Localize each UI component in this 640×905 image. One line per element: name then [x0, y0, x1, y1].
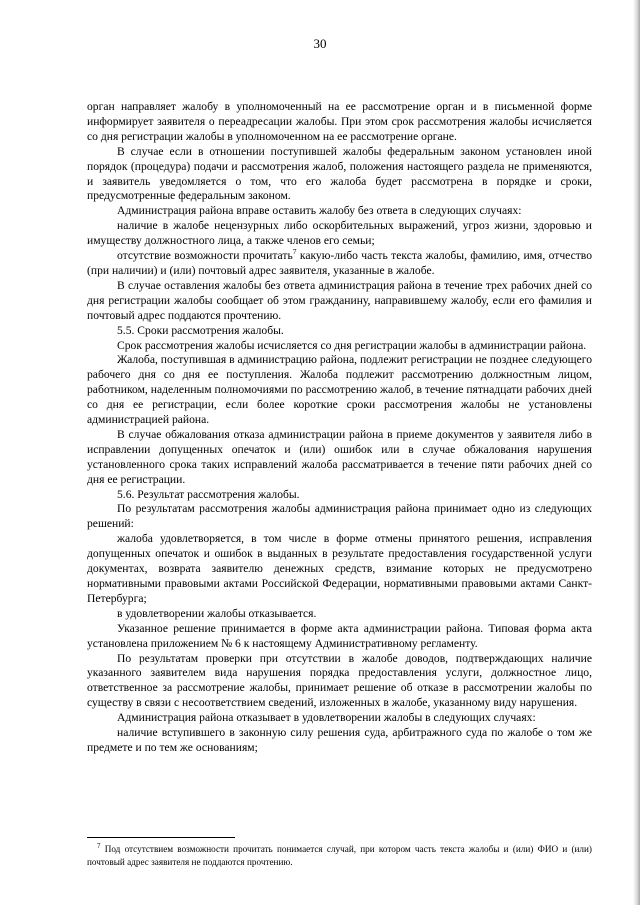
paragraph-text: какую-либо часть текста жалобы, фамилию, имя, отчество (при наличии) и (или) почтовый адрес заявителя, указанные в жалобе.	[87, 249, 592, 277]
footnote-text: Под отсутствием возможности прочитать понимается случай, при котором часть текста жалобы и (или) ФИО и (или) почтовый адрес заявителя не поддаются прочтению.	[87, 844, 592, 867]
list-item: наличие вступившего в законную силу решения суда, арбитражного суда по жалобе о том же предмете и по тем же основаниям;	[87, 726, 592, 754]
paragraph: Срок рассмотрения жалобы исчисляется со дня регистрации жалобы в администрации района.	[117, 338, 587, 352]
page-body	[87, 100, 592, 756]
paragraph: В случае оставления жалобы без ответа администрация района в течение трех рабочих дней со дня регистрации жалобы сообщает об этом гражданину, направившему жалобу, если его фамилия и почтовый адрес поддаются прочтению.	[87, 278, 592, 322]
footnote-divider	[87, 837, 235, 838]
footnote-marker: 7	[97, 841, 101, 850]
paragraph: Жалоба, поступившая в администрацию района, подлежит регистрации не позднее следующего рабочего дня со дня ее поступления. Жалоба подлежит рассмотрению должностным лицом, работником, наделенным полномочиями по рассмотрению жалоб, в течение пятнадцати рабочих дней со дня ее регистрации, если более короткие сроки рассмотрения жалобы не установлены администрацией района.	[87, 353, 592, 427]
paragraph: Администрация района вправе оставить жалобу без ответа в следующих случаях:	[117, 204, 522, 218]
paragraph: По результатам рассмотрения жалобы администрация района принимает одно из следующих решений:	[87, 502, 592, 531]
footnote	[87, 843, 592, 868]
list-item: жалоба удовлетворяется, в том числе в форме отмены принятого решения, исправления допущенных опечаток и ошибок в выданных в результате предоставления государственной услуги документах, возврата заявителю денежных средств, взимание которых не предусмотрено нормативными правовыми актами Российской Федерации, нормативными правовыми актами Санкт-Петербурга;	[87, 532, 592, 605]
section-heading: 5.6. Результат рассмотрения жалобы.	[117, 487, 300, 501]
section-heading: 5.5. Сроки рассмотрения жалобы.	[117, 323, 284, 337]
paragraph: Указанное решение принимается в форме акта администрации района. Типовая форма акта установлена приложением № 6 к настоящему Административному регламенту.	[87, 621, 592, 650]
paragraph: В случае если в отношении поступившей жалобы федеральным законом установлен иной порядок (процедура) подачи и рассмотрения жалоб, положения настоящего раздела не применяются, и заявитель уведомляется о том, что его жалоба будет рассмотрена в порядке и сроки, предусмотренные федеральным законом.	[87, 144, 592, 203]
list-item: наличие в жалобе нецензурных либо оскорбительных выражений, угроз жизни, здоровью и имуществу должностного лица, а также членов его семьи;	[87, 219, 592, 248]
scan-edge-shadow	[633, 0, 640, 905]
footnote-reference: 7	[292, 247, 297, 257]
paragraph: В случае обжалования отказа администрации района в приеме документов у заявителя либо в исправлении допущенных опечаток и (или) ошибок или в случае обжалования нарушения установленного срока таких исправлений жалоба рассматривается в течение пяти рабочих дней со дня ее регистрации.	[87, 427, 592, 486]
paragraph: орган направляет жалобу в уполномоченный на ее рассмотрение орган и в письменной форме информирует заявителя о переадресации жалобы. При этом срок рассмотрения жалобы исчисляется со дня регистрации жалобы в уполномоченном на ее рассмотрение органе.	[87, 100, 592, 143]
list-item	[87, 249, 592, 279]
list-item: в удовлетворении жалобы отказывается.	[117, 606, 317, 620]
paragraph: Администрация района отказывает в удовлетворении жалобы в следующих случаях:	[117, 711, 536, 725]
page-number: 30	[313, 36, 327, 51]
paragraph: По результатам проверки при отсутствии в жалобе доводов, подтверждающих наличие указанного заявителем вида нарушения порядка предоставления услуги, должностное лицо, ответственное за рассмотрение жалобы, принимает решение об отказе в рассмотрении жалобы по существу в связи с несоответствием сведений, изложенных в жалобе, указанному виду нарушения.	[87, 651, 592, 710]
paragraph-text: отсутствие возможности прочитать	[117, 249, 293, 263]
